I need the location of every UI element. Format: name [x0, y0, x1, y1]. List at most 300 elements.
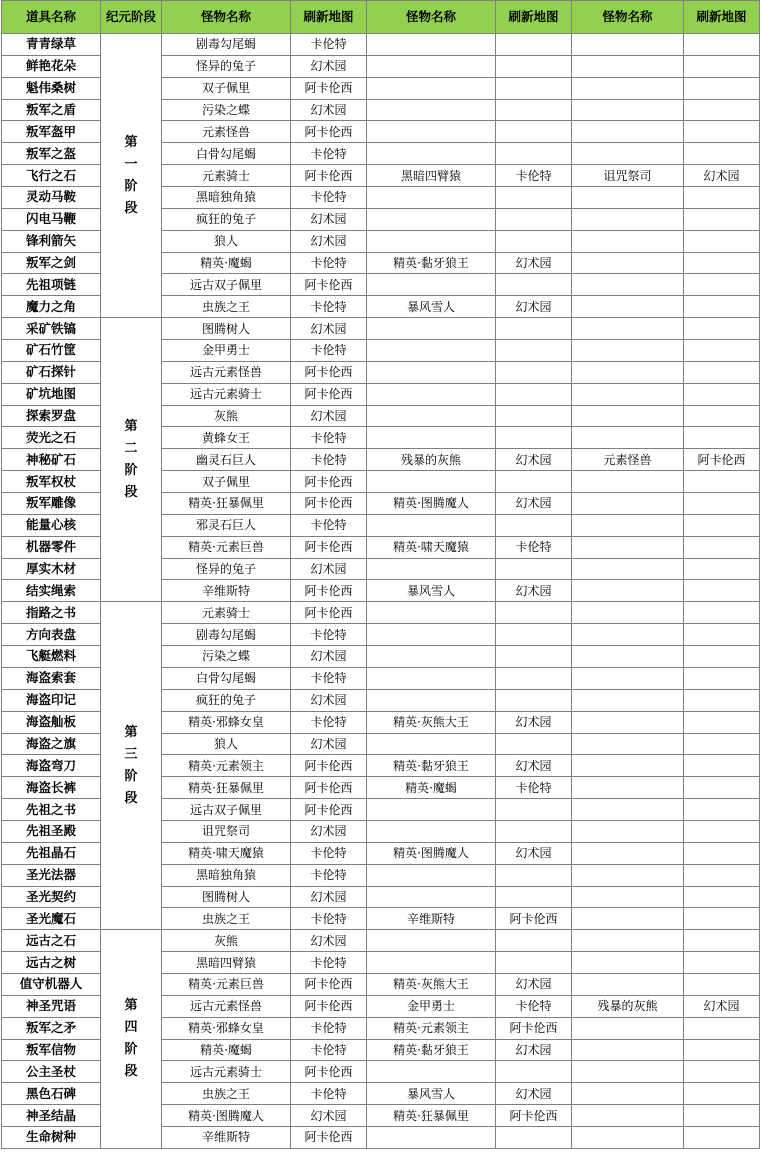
stage-label-char: 二 — [124, 440, 138, 456]
item-name-cell: 飞艇燃料 — [2, 646, 101, 668]
map-2-cell — [496, 383, 572, 405]
item-name-cell: 海盗印记 — [2, 689, 101, 711]
monster-1-cell: 辛维斯特 — [162, 1126, 291, 1148]
monster-1-cell: 黄蜂女王 — [162, 427, 291, 449]
item-name-cell: 灵动马鞍 — [2, 187, 101, 209]
monster-1-cell: 幽灵石巨人 — [162, 449, 291, 471]
map-3-cell — [684, 930, 760, 952]
map-1-cell: 幻术园 — [291, 208, 367, 230]
monster-1-cell: 远古双子佩里 — [162, 274, 291, 296]
map-3-cell — [684, 361, 760, 383]
map-1-cell: 卡伦特 — [291, 1083, 367, 1105]
map-1-cell: 阿卡伦西 — [291, 1061, 367, 1083]
monster-3-cell — [572, 930, 684, 952]
monster-1-cell: 远古元素骑士 — [162, 1061, 291, 1083]
map-3-cell — [684, 711, 760, 733]
monster-2-cell — [367, 930, 496, 952]
map-2-cell: 幻术园 — [496, 711, 572, 733]
map-3-cell — [684, 646, 760, 668]
monster-2-cell — [367, 952, 496, 974]
map-3-cell — [684, 558, 760, 580]
map-2-cell — [496, 361, 572, 383]
monster-1-cell: 元素骑士 — [162, 165, 291, 187]
monster-1-cell: 污染之蝶 — [162, 99, 291, 121]
map-3-cell — [684, 55, 760, 77]
map-3-cell: 阿卡伦西 — [684, 449, 760, 471]
map-2-cell: 卡伦特 — [496, 165, 572, 187]
item-name-cell: 黑色石碑 — [2, 1083, 101, 1105]
map-1-cell: 阿卡伦西 — [291, 274, 367, 296]
map-3-cell — [684, 274, 760, 296]
item-name-cell: 能量心核 — [2, 514, 101, 536]
map-1-cell: 幻术园 — [291, 689, 367, 711]
item-name-cell: 先祖项链 — [2, 274, 101, 296]
monster-1-cell: 精英·元素巨兽 — [162, 973, 291, 995]
item-name-cell: 先祖圣殿 — [2, 820, 101, 842]
item-name-cell: 厚实木材 — [2, 558, 101, 580]
monster-1-cell: 灰熊 — [162, 930, 291, 952]
map-1-cell: 幻术园 — [291, 55, 367, 77]
map-2-cell: 阿卡伦西 — [496, 908, 572, 930]
monster-3-cell — [572, 886, 684, 908]
monster-1-cell: 远古元素骑士 — [162, 383, 291, 405]
monster-1-cell: 精英·邪蜂女皇 — [162, 1017, 291, 1039]
monster-3-cell — [572, 121, 684, 143]
map-1-cell: 幻术园 — [291, 405, 367, 427]
stage-label-char: 段 — [124, 790, 138, 806]
monster-3-cell — [572, 580, 684, 602]
item-name-cell: 闪电马鞭 — [2, 208, 101, 230]
map-3-cell — [684, 886, 760, 908]
monster-3-cell — [572, 864, 684, 886]
header-monster-3: 怪物名称 — [572, 1, 684, 34]
item-name-cell: 叛军之盔 — [2, 143, 101, 165]
map-2-cell — [496, 864, 572, 886]
stage-label-char: 第 — [124, 724, 138, 740]
monster-2-cell — [367, 143, 496, 165]
item-name-cell: 叛军信物 — [2, 1039, 101, 1061]
monster-3-cell — [572, 77, 684, 99]
monster-1-cell: 黑暗四臂猿 — [162, 952, 291, 974]
map-3-cell — [684, 143, 760, 165]
monster-1-cell: 精英·狂暴佩里 — [162, 493, 291, 515]
item-name-cell: 远古之树 — [2, 952, 101, 974]
map-3-cell — [684, 405, 760, 427]
monster-3-cell — [572, 187, 684, 209]
monster-3-cell — [572, 55, 684, 77]
header-item-name: 道具名称 — [2, 1, 101, 34]
monster-1-cell: 元素骑士 — [162, 602, 291, 624]
map-2-cell: 幻术园 — [496, 252, 572, 274]
monster-1-cell: 剧毒勾尾蝎 — [162, 34, 291, 56]
map-1-cell: 卡伦特 — [291, 864, 367, 886]
item-name-cell: 矿石探针 — [2, 361, 101, 383]
map-1-cell: 卡伦特 — [291, 427, 367, 449]
monster-1-cell: 白骨勾尾蝎 — [162, 667, 291, 689]
monster-1-cell: 精英·魔蝎 — [162, 252, 291, 274]
map-1-cell: 卡伦特 — [291, 624, 367, 646]
map-1-cell: 卡伦特 — [291, 952, 367, 974]
table-body — [2, 34, 760, 1149]
map-2-cell — [496, 602, 572, 624]
monster-3-cell: 残暴的灰熊 — [572, 995, 684, 1017]
monster-3-cell — [572, 383, 684, 405]
map-1-cell: 阿卡伦西 — [291, 383, 367, 405]
monster-3-cell — [572, 340, 684, 362]
header-monster-1: 怪物名称 — [162, 1, 291, 34]
monster-3-cell — [572, 667, 684, 689]
monster-2-cell — [367, 514, 496, 536]
monster-1-cell: 虫族之王 — [162, 908, 291, 930]
monster-3-cell — [572, 689, 684, 711]
monster-3-cell — [572, 99, 684, 121]
item-name-cell: 探索罗盘 — [2, 405, 101, 427]
monster-1-cell: 邪灵石巨人 — [162, 514, 291, 536]
item-name-cell: 叛军之剑 — [2, 252, 101, 274]
item-name-cell: 魁伟桑树 — [2, 77, 101, 99]
monster-3-cell — [572, 777, 684, 799]
monster-3-cell — [572, 1083, 684, 1105]
table-row — [2, 318, 760, 340]
map-2-cell: 幻术园 — [496, 449, 572, 471]
map-2-cell: 卡伦特 — [496, 995, 572, 1017]
monster-1-cell: 诅咒祭司 — [162, 820, 291, 842]
monster-1-cell: 疯狂的兔子 — [162, 689, 291, 711]
item-name-cell: 公主圣杖 — [2, 1061, 101, 1083]
map-3-cell — [684, 1061, 760, 1083]
map-1-cell: 卡伦特 — [291, 1017, 367, 1039]
map-3-cell — [684, 842, 760, 864]
monster-3-cell — [572, 799, 684, 821]
map-2-cell — [496, 274, 572, 296]
map-3-cell — [684, 1126, 760, 1148]
monster-3-cell — [572, 558, 684, 580]
map-2-cell: 幻术园 — [496, 755, 572, 777]
monster-1-cell: 污染之蝶 — [162, 646, 291, 668]
map-3-cell — [684, 820, 760, 842]
map-3-cell — [684, 777, 760, 799]
monster-3-cell — [572, 733, 684, 755]
monster-2-cell — [367, 864, 496, 886]
table-row — [2, 602, 760, 624]
monster-2-cell: 精英·灰熊大王 — [367, 711, 496, 733]
monster-1-cell: 白骨勾尾蝎 — [162, 143, 291, 165]
item-name-cell: 神圣咒语 — [2, 995, 101, 1017]
map-2-cell — [496, 471, 572, 493]
item-name-cell: 魔力之角 — [2, 296, 101, 318]
item-name-cell: 值守机器人 — [2, 973, 101, 995]
map-3-cell — [684, 427, 760, 449]
monster-1-cell: 精英·啸天魔猿 — [162, 842, 291, 864]
monster-3-cell — [572, 711, 684, 733]
item-name-cell: 青青绿草 — [2, 34, 101, 56]
monster-2-cell: 精英·啸天魔猿 — [367, 536, 496, 558]
map-3-cell — [684, 493, 760, 515]
map-2-cell — [496, 667, 572, 689]
item-name-cell: 矿坑地图 — [2, 383, 101, 405]
monster-2-cell — [367, 799, 496, 821]
monster-1-cell: 怪异的兔子 — [162, 558, 291, 580]
map-3-cell — [684, 340, 760, 362]
header-map-1: 刷新地图 — [291, 1, 367, 34]
monster-3-cell — [572, 1039, 684, 1061]
stage-cell — [101, 318, 162, 602]
map-2-cell — [496, 886, 572, 908]
map-1-cell: 卡伦特 — [291, 187, 367, 209]
map-1-cell: 阿卡伦西 — [291, 77, 367, 99]
map-1-cell: 阿卡伦西 — [291, 973, 367, 995]
map-1-cell: 卡伦特 — [291, 340, 367, 362]
map-2-cell — [496, 930, 572, 952]
map-3-cell — [684, 514, 760, 536]
monster-2-cell — [367, 121, 496, 143]
item-name-cell: 鲜艳花朵 — [2, 55, 101, 77]
monster-2-cell: 金甲勇士 — [367, 995, 496, 1017]
monster-2-cell: 精英·元素领主 — [367, 1017, 496, 1039]
map-3-cell — [684, 624, 760, 646]
map-1-cell: 幻术园 — [291, 930, 367, 952]
monster-3-cell — [572, 405, 684, 427]
item-name-cell: 叛军权杖 — [2, 471, 101, 493]
map-1-cell: 阿卡伦西 — [291, 777, 367, 799]
stage-label-char: 一 — [124, 156, 138, 172]
monster-2-cell — [367, 77, 496, 99]
item-name-cell: 叛军雕像 — [2, 493, 101, 515]
stage-label-char: 四 — [124, 1020, 138, 1036]
monster-3-cell — [572, 471, 684, 493]
monster-3-cell — [572, 842, 684, 864]
map-2-cell — [496, 121, 572, 143]
map-1-cell: 阿卡伦西 — [291, 602, 367, 624]
map-2-cell: 幻术园 — [496, 1083, 572, 1105]
monster-2-cell: 残暴的灰熊 — [367, 449, 496, 471]
monster-1-cell: 疯狂的兔子 — [162, 208, 291, 230]
monster-3-cell — [572, 274, 684, 296]
map-3-cell: 幻术园 — [684, 165, 760, 187]
item-name-cell: 神秘矿石 — [2, 449, 101, 471]
monster-1-cell: 怪异的兔子 — [162, 55, 291, 77]
monster-1-cell: 精英·元素巨兽 — [162, 536, 291, 558]
map-1-cell: 阿卡伦西 — [291, 471, 367, 493]
map-3-cell — [684, 580, 760, 602]
map-2-cell: 卡伦特 — [496, 536, 572, 558]
monster-2-cell: 精英·狂暴佩里 — [367, 1105, 496, 1127]
monster-3-cell — [572, 361, 684, 383]
map-1-cell: 卡伦特 — [291, 296, 367, 318]
map-2-cell: 幻术园 — [496, 1039, 572, 1061]
item-name-cell: 锋利箭矢 — [2, 230, 101, 252]
map-1-cell: 卡伦特 — [291, 514, 367, 536]
monster-3-cell — [572, 908, 684, 930]
monster-3-cell — [572, 296, 684, 318]
item-name-cell: 结实绳索 — [2, 580, 101, 602]
map-2-cell — [496, 143, 572, 165]
map-1-cell: 阿卡伦西 — [291, 799, 367, 821]
item-name-cell: 海盗之旗 — [2, 733, 101, 755]
monster-2-cell: 暴风雪人 — [367, 1083, 496, 1105]
map-1-cell: 阿卡伦西 — [291, 121, 367, 143]
map-3-cell — [684, 1083, 760, 1105]
map-3-cell — [684, 1105, 760, 1127]
item-name-cell: 先祖之书 — [2, 799, 101, 821]
monster-2-cell — [367, 361, 496, 383]
stage-cell — [101, 602, 162, 930]
map-2-cell — [496, 405, 572, 427]
monster-3-cell — [572, 143, 684, 165]
monster-3-cell — [572, 1061, 684, 1083]
map-2-cell — [496, 820, 572, 842]
map-2-cell — [496, 318, 572, 340]
monster-2-cell: 暴风雪人 — [367, 580, 496, 602]
monster-2-cell: 精英·灰熊大王 — [367, 973, 496, 995]
map-2-cell — [496, 34, 572, 56]
monster-2-cell — [367, 646, 496, 668]
monster-1-cell: 灰熊 — [162, 405, 291, 427]
monster-1-cell: 精英·邪蜂女皇 — [162, 711, 291, 733]
monster-3-cell — [572, 230, 684, 252]
map-2-cell — [496, 733, 572, 755]
item-name-cell: 荧光之石 — [2, 427, 101, 449]
header-row — [2, 1, 760, 34]
map-1-cell: 卡伦特 — [291, 667, 367, 689]
monster-3-cell — [572, 602, 684, 624]
item-name-cell: 机器零件 — [2, 536, 101, 558]
monster-1-cell: 精英·元素领主 — [162, 755, 291, 777]
map-2-cell — [496, 1061, 572, 1083]
item-name-cell: 生命树种 — [2, 1126, 101, 1148]
map-3-cell — [684, 689, 760, 711]
map-3-cell — [684, 733, 760, 755]
map-3-cell — [684, 1017, 760, 1039]
monster-2-cell — [367, 187, 496, 209]
stage-cell — [101, 930, 162, 1149]
map-2-cell — [496, 558, 572, 580]
monster-1-cell: 图腾树人 — [162, 886, 291, 908]
monster-3-cell — [572, 427, 684, 449]
item-name-cell: 叛军之盾 — [2, 99, 101, 121]
map-2-cell — [496, 208, 572, 230]
map-3-cell — [684, 318, 760, 340]
map-1-cell: 幻术园 — [291, 99, 367, 121]
map-1-cell: 幻术园 — [291, 733, 367, 755]
monster-3-cell — [572, 514, 684, 536]
monster-2-cell — [367, 340, 496, 362]
map-2-cell — [496, 689, 572, 711]
header-monster-2: 怪物名称 — [367, 1, 496, 34]
monster-2-cell — [367, 602, 496, 624]
map-3-cell — [684, 799, 760, 821]
item-name-cell: 圣光法器 — [2, 864, 101, 886]
map-3-cell — [684, 471, 760, 493]
item-name-cell: 叛军之矛 — [2, 1017, 101, 1039]
item-name-cell: 先祖晶石 — [2, 842, 101, 864]
stage-cell — [101, 34, 162, 318]
monster-2-cell — [367, 624, 496, 646]
monster-3-cell — [572, 952, 684, 974]
map-3-cell — [684, 755, 760, 777]
monster-1-cell: 黑暗独角猿 — [162, 864, 291, 886]
map-2-cell — [496, 187, 572, 209]
map-2-cell: 幻术园 — [496, 296, 572, 318]
stage-label-char: 第 — [124, 418, 138, 434]
monster-1-cell: 双子佩里 — [162, 471, 291, 493]
monster-1-cell: 虫族之王 — [162, 1083, 291, 1105]
stage-label-char: 阶 — [124, 768, 138, 784]
monster-2-cell: 黑暗四臂猿 — [367, 165, 496, 187]
map-3-cell — [684, 187, 760, 209]
monster-2-cell — [367, 558, 496, 580]
monster-2-cell — [367, 471, 496, 493]
map-2-cell — [496, 1126, 572, 1148]
map-3-cell: 幻术园 — [684, 995, 760, 1017]
item-name-cell: 海盗索套 — [2, 667, 101, 689]
stage-label-char: 三 — [124, 746, 138, 762]
item-name-cell: 海盗弯刀 — [2, 755, 101, 777]
monster-2-cell — [367, 733, 496, 755]
item-name-cell: 采矿铁镐 — [2, 318, 101, 340]
monster-2-cell — [367, 820, 496, 842]
stage-label-char: 阶 — [124, 178, 138, 194]
map-1-cell: 幻术园 — [291, 1105, 367, 1127]
monster-1-cell: 辛维斯特 — [162, 580, 291, 602]
monster-3-cell — [572, 536, 684, 558]
map-2-cell — [496, 799, 572, 821]
stage-label-char: 阶 — [124, 1042, 138, 1058]
monster-1-cell: 黑暗独角猿 — [162, 187, 291, 209]
monster-2-cell — [367, 667, 496, 689]
monster-2-cell — [367, 1061, 496, 1083]
monster-2-cell: 辛维斯特 — [367, 908, 496, 930]
monster-2-cell — [367, 208, 496, 230]
map-2-cell: 幻术园 — [496, 493, 572, 515]
monster-2-cell — [367, 383, 496, 405]
map-2-cell: 卡伦特 — [496, 777, 572, 799]
monster-3-cell — [572, 318, 684, 340]
item-name-cell: 矿石竹筐 — [2, 340, 101, 362]
monster-3-cell — [572, 1105, 684, 1127]
map-1-cell: 阿卡伦西 — [291, 165, 367, 187]
map-2-cell — [496, 952, 572, 974]
monster-drop-table — [1, 0, 760, 1149]
map-3-cell — [684, 121, 760, 143]
item-name-cell: 远古之石 — [2, 930, 101, 952]
map-3-cell — [684, 208, 760, 230]
map-2-cell — [496, 514, 572, 536]
monster-3-cell — [572, 646, 684, 668]
monster-2-cell — [367, 405, 496, 427]
map-1-cell: 卡伦特 — [291, 842, 367, 864]
map-2-cell — [496, 624, 572, 646]
map-1-cell: 幻术园 — [291, 318, 367, 340]
map-3-cell — [684, 667, 760, 689]
monster-3-cell — [572, 973, 684, 995]
map-1-cell: 阿卡伦西 — [291, 580, 367, 602]
monster-3-cell — [572, 1126, 684, 1148]
monster-1-cell: 精英·图腾魔人 — [162, 1105, 291, 1127]
map-1-cell: 卡伦特 — [291, 143, 367, 165]
item-name-cell: 方向表盘 — [2, 624, 101, 646]
monster-2-cell — [367, 230, 496, 252]
map-2-cell: 阿卡伦西 — [496, 1017, 572, 1039]
monster-2-cell — [367, 99, 496, 121]
monster-2-cell: 精英·魔蝎 — [367, 777, 496, 799]
map-1-cell: 幻术园 — [291, 558, 367, 580]
map-1-cell: 阿卡伦西 — [291, 755, 367, 777]
stage-label-char: 阶 — [124, 462, 138, 478]
map-3-cell — [684, 296, 760, 318]
item-name-cell: 圣光契约 — [2, 886, 101, 908]
monster-1-cell: 剧毒勾尾蝎 — [162, 624, 291, 646]
